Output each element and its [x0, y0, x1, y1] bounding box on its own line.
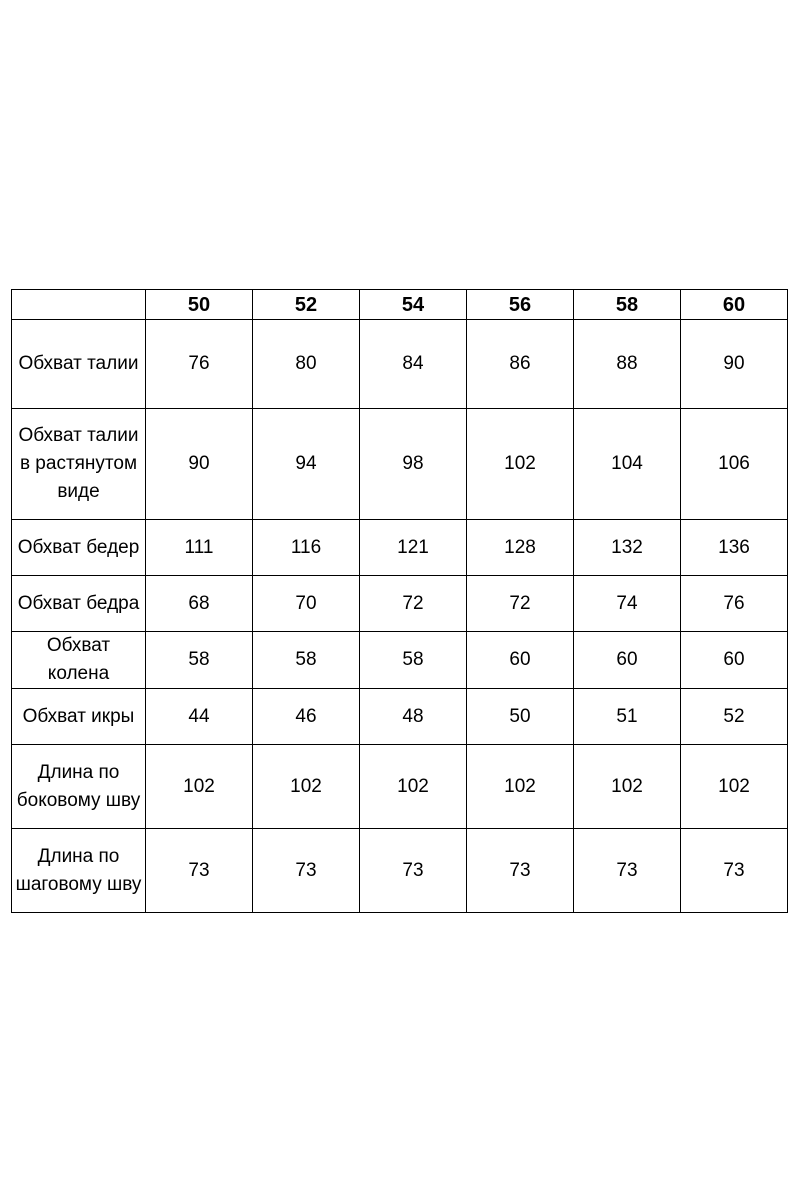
- row-label: Обхват колена: [12, 632, 146, 689]
- table-cell: 102: [360, 745, 467, 829]
- table-cell: 58: [360, 632, 467, 689]
- row-label: Длина по боковому шву: [12, 745, 146, 829]
- row-label: Обхват бедер: [12, 520, 146, 576]
- table-row: [12, 520, 788, 576]
- table-cell: 80: [253, 320, 360, 409]
- table-cell: 60: [574, 632, 681, 689]
- table-cell: 88: [574, 320, 681, 409]
- table-row: [12, 320, 788, 409]
- table-cell: 70: [253, 576, 360, 632]
- table-cell: 60: [467, 632, 574, 689]
- header-cell: 54: [360, 290, 467, 320]
- table-row: [12, 632, 788, 689]
- row-label: Обхват талии: [12, 320, 146, 409]
- table-cell: 94: [253, 409, 360, 520]
- table-cell: 58: [253, 632, 360, 689]
- table-cell: 73: [681, 829, 788, 913]
- table-header-row: [12, 290, 788, 320]
- table-cell: 73: [467, 829, 574, 913]
- table-cell: 111: [146, 520, 253, 576]
- table-cell: 104: [574, 409, 681, 520]
- table-cell: 90: [146, 409, 253, 520]
- table-cell: 106: [681, 409, 788, 520]
- table-cell: 76: [146, 320, 253, 409]
- header-cell: 58: [574, 290, 681, 320]
- table-cell: 84: [360, 320, 467, 409]
- table-cell: 44: [146, 689, 253, 745]
- table-cell: 58: [146, 632, 253, 689]
- table-cell: 52: [681, 689, 788, 745]
- header-cell: 50: [146, 290, 253, 320]
- table-cell: 51: [574, 689, 681, 745]
- table-cell: 76: [681, 576, 788, 632]
- table-cell: 136: [681, 520, 788, 576]
- table-cell: 102: [467, 409, 574, 520]
- table-cell: 73: [574, 829, 681, 913]
- row-label: Обхват талии в растянутом виде: [12, 409, 146, 520]
- table-cell: 102: [574, 745, 681, 829]
- table-row: [12, 745, 788, 829]
- table-cell: 68: [146, 576, 253, 632]
- size-table: [11, 289, 788, 913]
- table-cell: 72: [360, 576, 467, 632]
- table-cell: 102: [253, 745, 360, 829]
- row-label: Длина по шаговому шву: [12, 829, 146, 913]
- table-cell: 46: [253, 689, 360, 745]
- table-row: [12, 689, 788, 745]
- table-cell: 74: [574, 576, 681, 632]
- table-row: [12, 576, 788, 632]
- table-cell: 128: [467, 520, 574, 576]
- table-cell: 50: [467, 689, 574, 745]
- table-cell: 72: [467, 576, 574, 632]
- table-cell: 121: [360, 520, 467, 576]
- table-cell: 132: [574, 520, 681, 576]
- table-cell: 102: [146, 745, 253, 829]
- table-cell: 73: [360, 829, 467, 913]
- table-cell: 73: [146, 829, 253, 913]
- row-label: Обхват бедра: [12, 576, 146, 632]
- table-cell: 116: [253, 520, 360, 576]
- header-cell: 56: [467, 290, 574, 320]
- table-cell: 102: [467, 745, 574, 829]
- table-cell: 102: [681, 745, 788, 829]
- header-cell: [12, 290, 146, 320]
- row-label: Обхват икры: [12, 689, 146, 745]
- table-cell: 90: [681, 320, 788, 409]
- table-cell: 73: [253, 829, 360, 913]
- table-cell: 86: [467, 320, 574, 409]
- table-cell: 60: [681, 632, 788, 689]
- table-cell: 48: [360, 689, 467, 745]
- header-cell: 52: [253, 290, 360, 320]
- table-cell: 98: [360, 409, 467, 520]
- header-cell: 60: [681, 290, 788, 320]
- table-row: [12, 829, 788, 913]
- table-row: [12, 409, 788, 520]
